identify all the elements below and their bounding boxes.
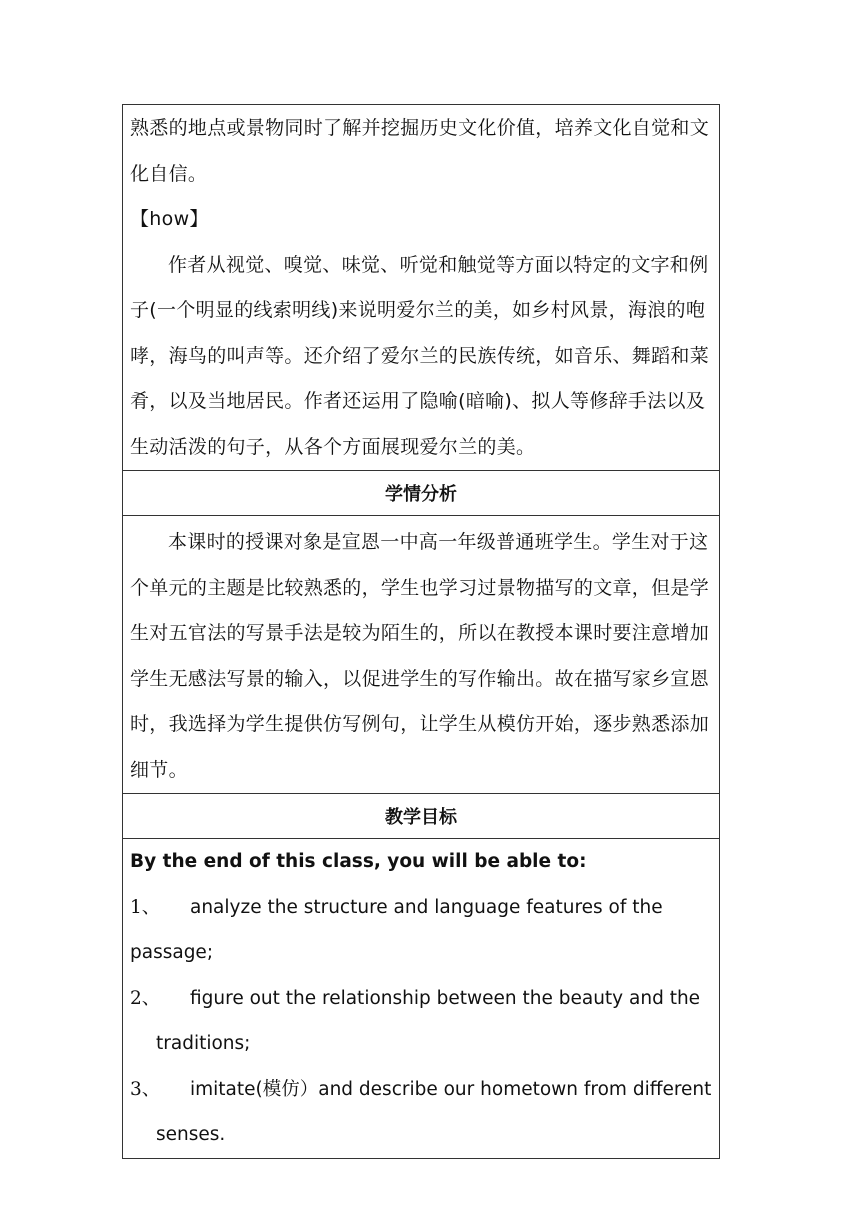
goal-text: analyze the structure and language features of the passage; [130, 896, 663, 963]
how-lead-paragraph: 熟悉的地点或景物同时了解并挖掘历史文化价值，培养文化自觉和文化自信。 [130, 117, 710, 185]
goal-item-3 [130, 1067, 712, 1113]
lesson-plan-table [122, 104, 720, 1159]
goal-item-1 [130, 885, 712, 976]
how-section-cell [123, 105, 719, 470]
goal-text: imitate(模仿）and describe our hometown from different [190, 1078, 712, 1100]
goal-number: 3、 [130, 1078, 161, 1100]
learner-analysis-body: 本课时的授课对象是宣恩一中高一年级普通班学生。学生对于这个单元的主题是比较熟悉的，学生也学习过景物描写的文章，但是学生对五官法的写景手法是较为陌生的，所以在教授本课时要注意增加学生无感法写景的输入，以促进学生的写作输出。故在描写家乡宣恩时，我选择为学生提供仿写例句，让学生从模仿开始，逐步熟悉添加细节。 [130, 531, 710, 781]
goal-number: 1、 [130, 896, 161, 918]
goal-item-2 [130, 976, 712, 1022]
learner-analysis-cell [123, 515, 719, 793]
how-label: 【how】 [130, 208, 209, 230]
teaching-goals-heading: 教学目标 [123, 793, 719, 838]
goals-lead: By the end of this class, you will be able to: [130, 851, 587, 872]
goal-item-2-continuation: traditions; [156, 1033, 251, 1054]
goal-item-3-continuation: senses. [156, 1124, 226, 1145]
learner-analysis-heading: 学情分析 [123, 470, 719, 515]
goal-text: figure out the relationship between the beauty and the [190, 987, 701, 1009]
goal-number: 2、 [130, 987, 161, 1009]
teaching-goals-cell [123, 838, 719, 1158]
how-body-paragraph: 作者从视觉、嗅觉、味觉、听觉和触觉等方面以特定的文字和例子(一个明显的线索明线)来说明爱尔兰的美，如乡村风景，海浪的咆哮，海鸟的叫声等。还介绍了爱尔兰的民族传统，如音乐、舞蹈和菜肴，以及当地居民。作者还运用了隐喻(暗喻)、拟人等修辞手法以及生动活泼的句子，从各个方面展现爱尔兰的美。 [130, 253, 710, 458]
